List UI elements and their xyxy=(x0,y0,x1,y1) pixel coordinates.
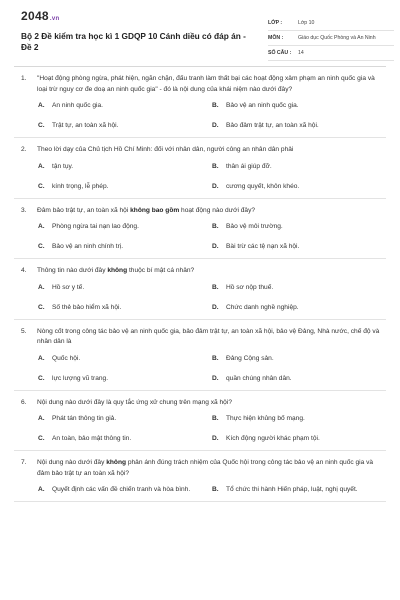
answer-option[interactable] xyxy=(38,434,212,444)
option-key: D. xyxy=(212,182,219,190)
question-number: 4. xyxy=(21,267,27,274)
answer-option[interactable] xyxy=(38,374,212,384)
question-item xyxy=(14,259,386,320)
option-text: Phòng ngừa tai nạn lao động. xyxy=(52,223,139,230)
meta-label: MÔN : xyxy=(268,35,284,41)
option-text: cương quyết, khôn khéo. xyxy=(226,182,300,190)
option-text: Đảng Cộng sản. xyxy=(226,354,274,362)
option-key: D. xyxy=(212,243,219,250)
answer-option[interactable] xyxy=(212,434,386,444)
option-text: Bài trừ các tệ nạn xã hội. xyxy=(226,243,300,250)
document-title: Bộ 2 Đề kiểm tra học kì 1 GDQP 10 Cánh diều có đáp án - Đề 2 xyxy=(21,31,246,52)
option-text: kính trọng, lễ phép. xyxy=(52,182,109,190)
logo-tld: .vn xyxy=(49,16,60,22)
answer-option[interactable] xyxy=(212,485,386,495)
option-key: A. xyxy=(38,162,45,170)
answer-options xyxy=(14,283,386,313)
option-text: Quyết định các vấn đề chiến tranh và hòa bình. xyxy=(52,486,191,493)
option-text: Kích động người khác phạm tội. xyxy=(226,435,320,442)
question-text xyxy=(14,145,386,156)
meta-label: SỐ CÂU : xyxy=(268,50,292,56)
option-key: C. xyxy=(38,374,45,382)
option-text: Quốc hội. xyxy=(52,354,81,362)
question-text-pre: Đâm bảo trật tự, an toàn xã hội xyxy=(37,206,131,214)
option-text: Bảo vệ môi trường. xyxy=(226,223,283,230)
option-text: Thực hiện khủng bố mạng. xyxy=(226,415,305,422)
question-number: 3. xyxy=(21,206,27,214)
option-key: C. xyxy=(38,435,45,442)
question-text xyxy=(14,266,386,277)
option-key: A. xyxy=(38,415,45,422)
meta-value: Giáo dục Quốc Phòng và An Ninh xyxy=(298,35,376,41)
option-key: B. xyxy=(212,354,219,362)
option-text: Bảo vệ an ninh quốc gia. xyxy=(226,102,299,109)
answer-option[interactable] xyxy=(38,485,212,495)
option-key: B. xyxy=(212,223,219,230)
site-logo[interactable] xyxy=(21,9,59,23)
question-number: 6. xyxy=(21,398,27,406)
question-number: 7. xyxy=(21,459,27,466)
meta-row xyxy=(268,46,394,61)
option-key: C. xyxy=(38,182,45,190)
answer-option[interactable] xyxy=(212,101,386,111)
option-text: Chức danh nghề nghiệp. xyxy=(226,303,299,311)
question-number: 5. xyxy=(21,327,27,335)
question-body xyxy=(37,398,386,409)
question-item xyxy=(14,67,386,138)
answer-option[interactable] xyxy=(212,374,386,384)
question-text xyxy=(14,206,386,217)
question-body xyxy=(37,74,386,95)
answer-option[interactable] xyxy=(38,354,212,364)
question-text xyxy=(14,74,386,95)
option-key: A. xyxy=(38,486,45,493)
question-item xyxy=(14,138,386,199)
question-text-emphasis: không xyxy=(106,459,127,466)
option-text: Hồ sơ nộp thuế. xyxy=(226,283,274,291)
option-text: quần chúng nhân dân. xyxy=(226,374,292,382)
answer-option[interactable] xyxy=(38,121,212,131)
question-item xyxy=(14,199,386,260)
option-key: B. xyxy=(212,283,219,291)
question-body xyxy=(37,266,386,277)
option-key: D. xyxy=(212,374,219,382)
option-text: Trật tự, an toàn xã hội. xyxy=(52,122,119,129)
option-key: B. xyxy=(212,486,219,493)
meta-value: 14 xyxy=(298,50,304,56)
question-text-pre: Nòng cốt trong công tác bảo vệ an ninh quốc gia, bảo đảm trật tự, an toàn xã hội, bảo vệ Đảng, Nhà nước, chế độ và nhân dân là xyxy=(37,327,380,345)
option-key: A. xyxy=(38,354,45,362)
meta-row xyxy=(268,16,394,31)
option-key: C. xyxy=(38,122,45,129)
answer-options xyxy=(14,354,386,384)
meta-value: Lớp 10 xyxy=(298,20,315,26)
option-text: lực lượng vũ trang. xyxy=(52,374,109,382)
option-key: A. xyxy=(38,102,45,109)
answer-option[interactable] xyxy=(38,303,212,313)
answer-option[interactable] xyxy=(212,242,386,252)
answer-options xyxy=(14,414,386,444)
option-text: An ninh quốc gia. xyxy=(52,102,103,109)
question-body xyxy=(37,145,386,156)
question-text-emphasis: không xyxy=(107,267,128,274)
logo-main: 2048 xyxy=(21,9,49,23)
meta-table xyxy=(268,16,394,61)
option-text: Phát tán thông tin giả. xyxy=(52,415,117,422)
question-body xyxy=(37,206,386,217)
option-key: C. xyxy=(38,303,45,311)
question-item xyxy=(14,451,386,502)
answer-options xyxy=(14,222,386,252)
option-key: D. xyxy=(212,303,219,311)
question-text-pre: Nội dung nào dưới đây xyxy=(37,459,107,466)
option-text: An toàn, bảo mật thông tin. xyxy=(52,435,132,442)
answer-options xyxy=(14,162,386,192)
answer-option[interactable] xyxy=(38,162,212,172)
option-text: Tổ chức thi hành Hiến pháp, luật, nghị quyết. xyxy=(226,486,358,493)
option-key: D. xyxy=(212,435,219,442)
question-text-post: phản ánh đúng trách nhiệm của Quốc hội trong công tác bảo vệ an ninh quốc gia và đảm bảo trật tự an toàn xã hội? xyxy=(37,459,374,477)
meta-row xyxy=(268,31,394,46)
option-text: tận tụy. xyxy=(52,162,74,170)
question-text xyxy=(14,458,386,479)
question-body xyxy=(37,327,386,348)
answer-option[interactable] xyxy=(38,414,212,424)
option-text: Bảo vệ an ninh chính trị. xyxy=(52,243,124,250)
question-item xyxy=(14,320,386,391)
answer-options xyxy=(14,485,386,495)
answer-option[interactable] xyxy=(212,354,386,364)
option-text: Bảo đảm trật tự, an toàn xã hội. xyxy=(226,122,319,129)
option-text: Số thẻ bảo hiểm xã hội. xyxy=(52,303,122,311)
option-key: D. xyxy=(212,122,219,129)
question-list xyxy=(14,67,386,502)
answer-option[interactable] xyxy=(38,242,212,252)
question-text-pre: Thông tin nào dưới đây xyxy=(37,267,108,274)
answer-option[interactable] xyxy=(212,303,386,313)
question-text-post: hoạt động nào dưới đây? xyxy=(179,206,256,214)
question-text-post: thuộc bí mật cá nhân? xyxy=(127,267,195,274)
answer-option[interactable] xyxy=(212,283,386,293)
answer-option[interactable] xyxy=(212,121,386,131)
question-text-pre: Nội dung nào dưới đây là quy tắc ứng xử chung trên mạng xã hội? xyxy=(37,398,232,406)
answer-option[interactable] xyxy=(212,162,386,172)
question-text xyxy=(14,398,386,409)
question-number: 1. xyxy=(21,75,27,82)
answer-option[interactable] xyxy=(38,283,212,293)
option-key: B. xyxy=(212,162,219,170)
option-key: B. xyxy=(212,415,219,422)
option-text: thân ái giúp đỡ. xyxy=(226,162,272,170)
option-key: A. xyxy=(38,223,45,230)
answer-option[interactable] xyxy=(38,182,212,192)
answer-option[interactable] xyxy=(212,222,386,232)
option-key: C. xyxy=(38,243,45,250)
answer-option[interactable] xyxy=(212,182,386,192)
meta-label: LỚP : xyxy=(268,20,283,26)
question-text-emphasis: không bao gồm xyxy=(130,206,180,214)
question-number: 2. xyxy=(21,146,27,153)
document-header xyxy=(14,0,386,67)
answer-option[interactable] xyxy=(212,414,386,424)
answer-option[interactable] xyxy=(38,101,212,111)
question-item xyxy=(14,391,386,452)
question-text-pre: Theo lời dạy của Chủ tịch Hồ Chí Minh: đối với nhân dân, người công an nhân dân phải xyxy=(37,146,294,153)
option-text: Hồ sơ y tế. xyxy=(52,283,85,291)
question-body xyxy=(37,458,386,479)
answer-option[interactable] xyxy=(38,222,212,232)
option-key: A. xyxy=(38,283,45,291)
option-key: B. xyxy=(212,102,219,109)
answer-options xyxy=(14,101,386,131)
question-text xyxy=(14,327,386,348)
question-text-pre: "Hoạt động phòng ngừa, phát hiện, ngăn chặn, đấu tranh làm thất bại các hoạt động xâm phạm an ninh quốc gia và loại trừ nguy cơ đe doạ an ninh quốc gia" - đó là nội dung của khái niệm nào dưới đây? xyxy=(37,75,375,93)
